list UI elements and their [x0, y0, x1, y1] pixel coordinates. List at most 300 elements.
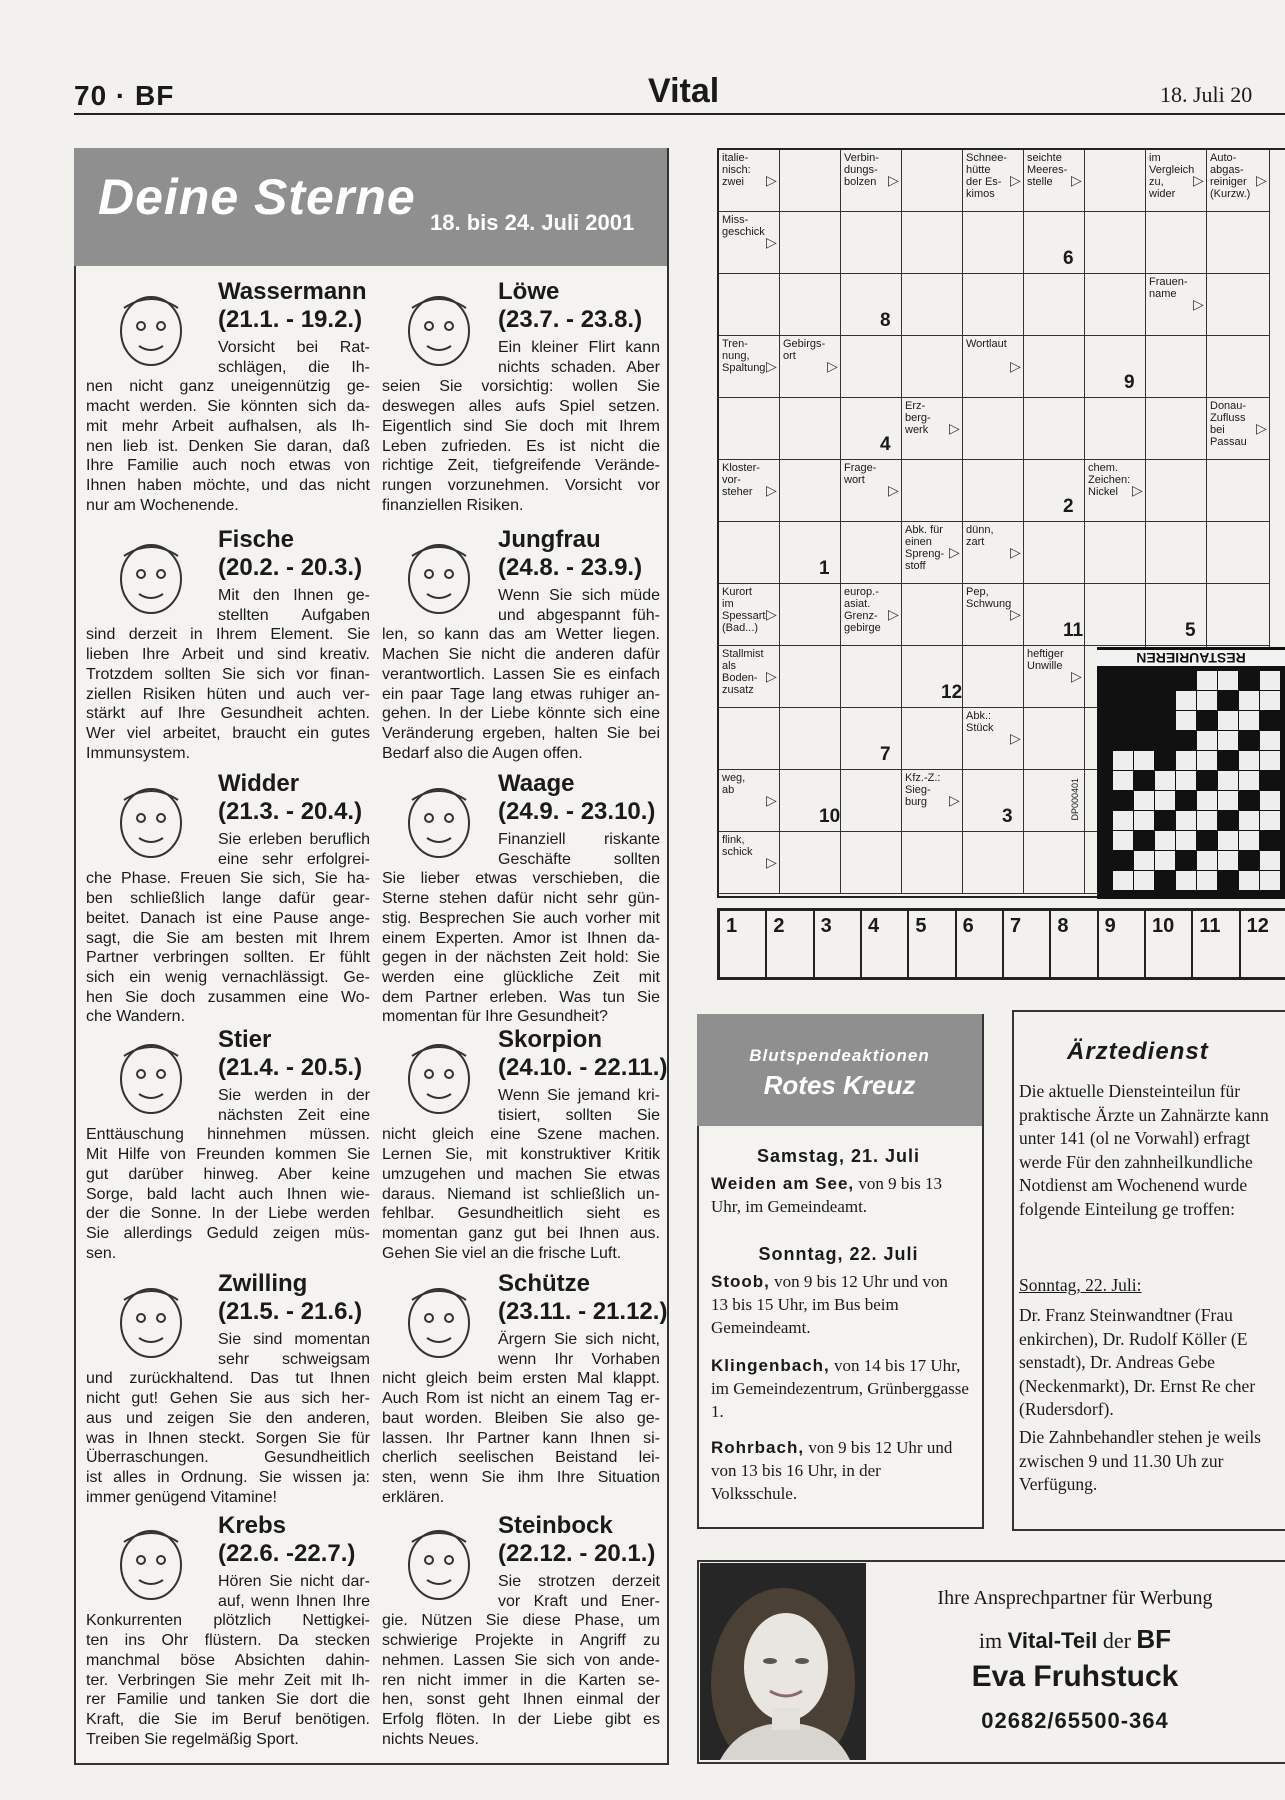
- sign-dates: (22.6. -22.7.): [218, 1540, 356, 1567]
- solution-cell: [1218, 851, 1238, 870]
- sign-dates: (21.4. - 20.5.): [218, 1054, 363, 1081]
- solution-cell: [1197, 791, 1217, 810]
- crossword-number: 7: [880, 744, 891, 765]
- solution-cell: [1176, 771, 1196, 790]
- crossword-cell[interactable]: [1085, 336, 1146, 398]
- crossword-cell[interactable]: [902, 336, 963, 398]
- solution-cell: [1218, 791, 1238, 810]
- crossword-cell[interactable]: [1024, 274, 1085, 336]
- solution-cell: [1176, 671, 1196, 690]
- solution-cell: [1218, 771, 1238, 790]
- crossword-cell[interactable]: [1207, 522, 1270, 584]
- solution-cell: [1260, 691, 1280, 710]
- sign-name: Steinbock: [498, 1512, 613, 1539]
- sign-text-line: Gehen Sie viel an die frische Luft.: [382, 1244, 622, 1262]
- solution-cell: [1239, 771, 1259, 790]
- solution-field[interactable]: 9: [1099, 911, 1146, 977]
- clue-arrow-icon: ▷: [1132, 482, 1143, 498]
- clue-arrow-icon: ▷: [1010, 172, 1021, 188]
- crossword-clue: weg, ab: [719, 770, 780, 832]
- sign-text-line: tisiert, sollten Sie: [498, 1106, 660, 1124]
- solution-cell: [1260, 731, 1280, 750]
- ad-line1: Ihre Ansprechpartner für Werbung: [937, 1587, 1213, 1609]
- portrait-image: [700, 1563, 866, 1760]
- solution-cell: [1113, 671, 1133, 690]
- crossword-cell[interactable]: [1085, 274, 1146, 336]
- solution-cell: [1134, 871, 1154, 890]
- crossword-cell[interactable]: [902, 584, 963, 646]
- clue-arrow-icon: ▷: [1256, 172, 1267, 188]
- solution-cell: [1155, 671, 1175, 690]
- sign-text-line: stärkt auf Ihre Gesundheit achten.: [86, 705, 370, 723]
- sign-text-line: nicht gut! Gehen Sie aus sich her-: [86, 1390, 370, 1408]
- crossword-cell[interactable]: [719, 398, 780, 460]
- crossword-clue: Verbin- dungs- bolzen: [841, 150, 902, 212]
- solution-cell: [1239, 831, 1259, 850]
- sign-text-line: Sie allerdings Geduld zeigen müs-: [86, 1224, 370, 1242]
- solution-field[interactable]: 7: [1004, 911, 1051, 977]
- sign-name: Zwilling: [218, 1270, 308, 1297]
- solution-cell: [1155, 851, 1175, 870]
- sign-text-line: macht werden. Sie könnten sich da-: [86, 398, 370, 416]
- solution-cell: [1134, 831, 1154, 850]
- sign-text-line: dem Partner erleben. Was tun Sie: [382, 988, 660, 1006]
- clue-arrow-icon: ▷: [766, 792, 777, 808]
- crossword-cell[interactable]: [963, 460, 1024, 522]
- solution-cell: [1155, 711, 1175, 730]
- crossword-cell[interactable]: [1207, 460, 1270, 522]
- sign-text-line: Mit den Ihnen ge-: [218, 587, 370, 604]
- solution-cell: [1134, 671, 1154, 690]
- sign-text-line: Ihre Familie auch noch etwas von: [86, 457, 370, 475]
- crossword-cell[interactable]: [719, 522, 780, 584]
- sign-text-line: che Wandern.: [86, 1008, 186, 1026]
- sign-text-line: mit mehr Arbeit aufhalsen, als Ih-: [86, 417, 370, 435]
- solution-field[interactable]: 11: [1193, 911, 1240, 977]
- solution-field[interactable]: 6: [957, 911, 1004, 977]
- solution-cell: [1239, 791, 1259, 810]
- crossword-cell[interactable]: [780, 212, 841, 274]
- crossword-cell[interactable]: [902, 150, 963, 212]
- solution-cell: [1218, 811, 1238, 830]
- crossword-cell[interactable]: [719, 708, 780, 770]
- sign-dates: (21.5. - 21.6.): [218, 1298, 363, 1325]
- crossword-cell[interactable]: [1146, 460, 1207, 522]
- ad-line2-word: der: [1102, 1628, 1131, 1653]
- sign-name: Waage: [498, 770, 575, 797]
- sign-name: Jungfrau: [498, 526, 601, 553]
- sign-text-line: Geschäfte sollten: [498, 850, 660, 868]
- crossword-cell[interactable]: [1024, 398, 1085, 460]
- solution-field[interactable]: 12: [1241, 911, 1285, 977]
- skorpion-zodiac-icon: [400, 1036, 478, 1122]
- wassermann-zodiac-icon: [112, 288, 190, 374]
- crossword-cell[interactable]: [841, 708, 902, 770]
- sign-text-line: gegen in der nächsten Zeit hold: Sie: [382, 949, 660, 967]
- sign-dates: (23.11. - 21.12.): [498, 1298, 668, 1325]
- ad-phone: 02682/65500-364: [981, 1708, 1169, 1733]
- sign-text-line: sagt, die Sie am besten mit Ihrem: [86, 929, 370, 947]
- sign-text-line: gie. Nützen Sie diese Phase, um: [382, 1612, 660, 1630]
- previous-solution-word: RESTAURIEREN: [1097, 650, 1285, 666]
- sign-text-line: nen nicht ganz uneigennützig ge-: [86, 378, 370, 396]
- solution-cell: [1218, 831, 1238, 850]
- crossword-cell[interactable]: [1024, 708, 1085, 770]
- crossword-cell[interactable]: [780, 522, 841, 584]
- sign-text-line: sich ein wenig vernachlässigt. Ge-: [86, 968, 370, 986]
- sign-text-line: Mit Hilfe von Freunden kommen Sie: [86, 1146, 370, 1164]
- solution-cell: [1239, 731, 1259, 750]
- crossword-cell[interactable]: [1146, 212, 1207, 274]
- blood-entry-text: von 9 bis 13 Uhr, im Gemeindeamt.: [711, 1174, 942, 1216]
- crossword-clue: dünn, zart: [963, 522, 1024, 584]
- sign-text-line: Hören Sie nicht dar-: [218, 1573, 370, 1590]
- blood-day-heading: Sonntag, 22. Juli: [758, 1244, 919, 1264]
- crossword-clue: im Vergleich zu, wider: [1146, 150, 1207, 212]
- sign-text-line: vor Kraft und Ener-: [498, 1592, 660, 1610]
- solution-cell: [1176, 731, 1196, 750]
- crossword-cell[interactable]: [841, 832, 902, 894]
- sign-text-line: baut worden. Bleiben Sie also ge-: [382, 1409, 660, 1427]
- solution-cell: [1134, 851, 1154, 870]
- crossword-cell[interactable]: [1207, 274, 1270, 336]
- blood-entry-text: von 9 bis 12 Uhr und von 13 bis 16 Uhr, in der Volksschule.: [711, 1438, 953, 1503]
- clue-arrow-icon: ▷: [1256, 420, 1267, 436]
- crossword-cell[interactable]: [902, 708, 963, 770]
- solution-cell: [1113, 831, 1133, 850]
- crossword-clue: Erz- berg- werk: [902, 398, 963, 460]
- crossword-cell[interactable]: [780, 150, 841, 212]
- sign-text-line: ziellen Risiken hüten und auch ver-: [86, 685, 370, 703]
- crossword-cell[interactable]: [841, 770, 902, 832]
- fische-zodiac-icon: [112, 536, 190, 622]
- solution-field[interactable]: 10: [1146, 911, 1193, 977]
- blood-entry-text: von 9 bis 12 Uhr und von 13 bis 15 Uhr, im Bus beim Gemeindeamt.: [711, 1272, 948, 1337]
- solution-cell: [1134, 751, 1154, 770]
- crossword-cell[interactable]: [1207, 584, 1270, 646]
- blood-donation-title: Blutspendeaktionen: [749, 1046, 930, 1065]
- solution-field[interactable]: 1: [720, 911, 767, 977]
- blood-donation-subtitle: Rotes Kreuz: [763, 1070, 916, 1100]
- solution-cell: [1113, 691, 1133, 710]
- sign-text-line: wenn Ihr Vorhaben: [498, 1350, 660, 1368]
- crossword-cell[interactable]: [841, 336, 902, 398]
- blood-entry: [711, 1270, 969, 1339]
- sign-text-line: rungen vorzunehmen. Vorsicht vor: [382, 476, 660, 494]
- crossword-cell[interactable]: [841, 274, 902, 336]
- sign-text-line: len, so kann das am Wetter liegen.: [382, 626, 660, 644]
- sign-dates: (20.2. - 20.3.): [218, 554, 363, 581]
- sign-name: Wassermann: [218, 278, 367, 305]
- widder-zodiac-icon: [112, 780, 190, 866]
- solution-cell: [1239, 711, 1259, 730]
- crossword-cell[interactable]: [1024, 522, 1085, 584]
- crossword-number: 1: [819, 558, 830, 579]
- crossword-cell[interactable]: [963, 274, 1024, 336]
- solution-field[interactable]: 2: [767, 911, 814, 977]
- sign-text-line: sind derzeit in Ihrem Element. Sie: [86, 626, 370, 644]
- sign-dates: (24.9. - 23.10.): [498, 798, 656, 825]
- solution-cell: [1134, 731, 1154, 750]
- crossword-cell[interactable]: [1207, 336, 1270, 398]
- sign-text-line: ten ins Ohr flüstern. Da stecken: [86, 1632, 370, 1650]
- crossword-cell[interactable]: [780, 708, 841, 770]
- waage-zodiac-icon: [400, 780, 478, 866]
- crossword-cell[interactable]: [841, 646, 902, 708]
- clue-arrow-icon: ▷: [1193, 172, 1204, 188]
- sign-text-line: was in Ihnen steckt. Sorgen Sie für: [86, 1429, 370, 1447]
- sign-text-line: nen lieb ist. Denken Sie daran, daß: [86, 437, 370, 455]
- crossword-number: 2: [1063, 496, 1074, 517]
- sign-text-line: gut darüber hinweg. Aber keine: [86, 1165, 370, 1183]
- sign-text-line: sten, wenn Sie ihm Ihre Situation: [382, 1468, 660, 1486]
- crossword-cell[interactable]: [963, 832, 1024, 894]
- crossword-cell[interactable]: [1024, 212, 1085, 274]
- crossword-cell[interactable]: [841, 522, 902, 584]
- crossword-number: 12: [941, 682, 963, 703]
- crossword-clue: Schnee- hütte der Es- kimos: [963, 150, 1024, 212]
- solution-cell: [1197, 811, 1217, 830]
- clue-arrow-icon: ▷: [1010, 358, 1021, 374]
- crossword-cell[interactable]: [1146, 584, 1207, 646]
- sign-text-line: stig. Besprechen Sie auch vorher mit: [382, 909, 660, 927]
- sign-text-line: cherlich seelischen Beistand lei-: [382, 1449, 660, 1467]
- crossword-clue: Kurort im Spessart (Bad...): [719, 584, 780, 646]
- crossword-cell[interactable]: [1085, 398, 1146, 460]
- crossword-solution-bar: [717, 908, 1285, 980]
- solution-cell: [1239, 871, 1259, 890]
- header-rule: [74, 113, 1285, 115]
- sign-text-line: finanziellen Risiken.: [382, 496, 524, 514]
- solution-cell: [1197, 751, 1217, 770]
- jungfrau-zodiac-icon: [400, 536, 478, 622]
- sign-text-line: erklären.: [382, 1488, 445, 1506]
- doctors-hours: Die Zahnbehandler stehen je weils zwischen 9 und 11.30 Uh zur Verfügung.: [1019, 1427, 1261, 1494]
- sign-text-line: nächsten Zeit eine: [218, 1106, 370, 1124]
- ad-contact-name: Eva Fruhstuck: [971, 1660, 1179, 1693]
- contact-photo: [700, 1563, 866, 1760]
- crossword-number: 9: [1124, 372, 1135, 393]
- crossword-number: 3: [1002, 806, 1013, 827]
- sign-text-line: immer genügend Vitamine!: [86, 1488, 277, 1506]
- page-number: 70 · BF: [74, 80, 175, 111]
- crossword-cell[interactable]: [1146, 522, 1207, 584]
- clue-arrow-icon: ▷: [888, 172, 899, 188]
- crossword-cell[interactable]: [963, 398, 1024, 460]
- crossword-cell[interactable]: [1085, 212, 1146, 274]
- clue-arrow-icon: ▷: [1010, 730, 1021, 746]
- sign-name: Krebs: [218, 1512, 287, 1539]
- sign-text-line: verantwortlich. Lassen Sie es einfach: [382, 665, 660, 683]
- sign-name: Fische: [218, 526, 295, 553]
- solution-field[interactable]: 4: [862, 911, 909, 977]
- solution-cell: [1134, 771, 1154, 790]
- sign-text-line: ist alles in Ordnung. Sie wissen ja:: [86, 1468, 370, 1486]
- solution-cell: [1176, 711, 1196, 730]
- sign-text-line: fehlbar. Gesundheitlich sieht es: [382, 1205, 660, 1223]
- crossword-cell[interactable]: [780, 584, 841, 646]
- sign-name: Löwe: [498, 278, 560, 305]
- sign-text-line: ter. Verbringen Sie mehr Zeit mit Ih-: [86, 1671, 370, 1689]
- sign-dates: (22.12. - 20.1.): [498, 1540, 656, 1567]
- solution-cell: [1134, 691, 1154, 710]
- crossword-cell[interactable]: [1024, 460, 1085, 522]
- sign-text-line: nicht gleich eine Szene machen.: [382, 1126, 660, 1144]
- sign-text-line: Lernen Sie, mit konstruktiver Kritik: [382, 1146, 660, 1164]
- sign-text-line: und abgespannt füh-: [498, 606, 660, 624]
- löwe-zodiac-icon: [400, 288, 478, 374]
- solution-cell: [1176, 791, 1196, 810]
- sign-text-line: auf, wenn Ihnen Ihre: [218, 1592, 370, 1610]
- crossword-clue: Miss- geschick: [719, 212, 780, 274]
- crossword-cell[interactable]: [902, 460, 963, 522]
- crossword-cell[interactable]: [902, 212, 963, 274]
- solution-field[interactable]: 3: [815, 911, 862, 977]
- sign-text-line: werden eine glückliche Zeit mit: [382, 968, 660, 986]
- solution-cell: [1113, 731, 1133, 750]
- sign-text-line: Sie erleben beruflich: [218, 831, 370, 848]
- sign-text-line: nicht gleich beim ersten Mal klappt.: [382, 1370, 660, 1388]
- clue-arrow-icon: ▷: [827, 358, 838, 374]
- crossword-code: DP000401: [1070, 778, 1080, 821]
- crossword-clue: Abk.: Stück: [963, 708, 1024, 770]
- solution-cell: [1197, 731, 1217, 750]
- solution-field[interactable]: 8: [1051, 911, 1098, 977]
- solution-cell: [1260, 811, 1280, 830]
- solution-cell: [1239, 811, 1259, 830]
- crossword-clue: italie- nisch: zwei: [719, 150, 780, 212]
- clue-arrow-icon: ▷: [1071, 172, 1082, 188]
- solution-cell: [1134, 791, 1154, 810]
- sign-text-line: sen.: [86, 1244, 117, 1262]
- crossword-cell[interactable]: [780, 274, 841, 336]
- solution-cell: [1155, 691, 1175, 710]
- sign-text-line: Eigentlich sind Sie doch mit Ihrem: [382, 417, 660, 435]
- crossword-cell[interactable]: [719, 274, 780, 336]
- solution-cell: [1176, 691, 1196, 710]
- crossword-cell[interactable]: [1024, 336, 1085, 398]
- sign-text-line: aus und zeigen Sie den anderen,: [86, 1409, 370, 1427]
- sign-text-line: Enttäuschung hinnehmen müssen.: [86, 1126, 370, 1144]
- solution-field[interactable]: 5: [909, 911, 956, 977]
- crossword-cell[interactable]: [902, 832, 963, 894]
- sign-dates: (21.1. - 19.2.): [218, 306, 363, 333]
- crossword-clue: Stallmist als Boden- zusatz: [719, 646, 780, 708]
- sign-text-line: Bedarf also die Augen offen.: [382, 744, 583, 762]
- sign-text-line: und zurückhaltend. Das tut Ihnen: [86, 1370, 370, 1388]
- solution-cell: [1218, 871, 1238, 890]
- sign-text-line: daraus. Niemand ist schließlich un-: [382, 1185, 660, 1203]
- blood-entry-place: Stoob,: [711, 1272, 770, 1291]
- sign-text-line: Auch Rom ist nicht an einem Tag er-: [382, 1390, 660, 1408]
- crossword-clue: Frauen- name: [1146, 274, 1207, 336]
- solution-cell: [1134, 811, 1154, 830]
- sign-text-line: umzugehen und machen Sie etwas: [382, 1165, 660, 1183]
- sign-text-line: Finanziell riskante: [498, 831, 660, 848]
- blood-entry: [711, 1354, 969, 1423]
- crossword-number: 6: [1063, 248, 1074, 269]
- solution-cell: [1134, 711, 1154, 730]
- crossword-clue: Abk. für einen Spreng- stoff: [902, 522, 963, 584]
- ad-line2: [865, 1624, 1285, 1655]
- doctors-date: Sonntag, 22. Juli:: [1019, 1275, 1142, 1295]
- crossword-cell[interactable]: [902, 274, 963, 336]
- solution-cell: [1155, 811, 1175, 830]
- crossword-clue: Auto- abgas- reiniger (Kurzw.): [1207, 150, 1270, 212]
- doctors-list: Dr. Franz Steinwandtner (Frau enkirchen), Dr. Rudolf Köller (E senstadt), Dr. Andreas Gebe (Neckenmarkt), Dr. Ernst Re cher (Rudersdorf).: [1019, 1305, 1256, 1419]
- crossword-clue: Gebirgs- ort: [780, 336, 841, 398]
- sign-text-line: Treiben Sie regelmäßig Sport.: [86, 1730, 299, 1748]
- solution-cell: [1197, 871, 1217, 890]
- solution-cell: [1113, 711, 1133, 730]
- sign-text-line: Machen Sie nicht die anderen dafür: [382, 646, 660, 664]
- sign-text-line: nur am Wochenende.: [86, 496, 239, 514]
- sign-text-line: nichts Neues.: [382, 1730, 479, 1748]
- crossword-clue: heftiger Unwille: [1024, 646, 1085, 708]
- crossword-cell[interactable]: [1085, 150, 1146, 212]
- sign-text-line: Überraschungen. Gesundheitlich: [86, 1449, 370, 1467]
- crossword-cell[interactable]: [780, 398, 841, 460]
- sign-text-line: lieben Ihre Arbeit und sind kreativ.: [86, 646, 370, 664]
- crossword-number: 4: [880, 434, 891, 455]
- solution-cell: [1197, 831, 1217, 850]
- solution-cell: [1260, 791, 1280, 810]
- solution-cell: [1113, 771, 1133, 790]
- sign-text-line: richtige Zeit, tiefgreifende Verände-: [382, 457, 660, 475]
- crossword-cell[interactable]: [780, 646, 841, 708]
- solution-cell: [1260, 671, 1280, 690]
- solution-cell: [1155, 771, 1175, 790]
- sign-text-line: Leben zufrieden. Es ist nicht die: [382, 437, 660, 455]
- crossword-cell[interactable]: [963, 770, 1024, 832]
- clue-arrow-icon: ▷: [888, 606, 899, 622]
- solution-cell: [1260, 871, 1280, 890]
- solution-cell: [1260, 851, 1280, 870]
- clue-arrow-icon: ▷: [766, 854, 777, 870]
- crossword-cell[interactable]: [780, 832, 841, 894]
- solution-cell: [1176, 851, 1196, 870]
- sign-text-line: Sie lieber etwas verschieben, die: [382, 870, 660, 888]
- crossword-cell[interactable]: [780, 460, 841, 522]
- crossword-cell[interactable]: [1207, 212, 1270, 274]
- crossword-cell[interactable]: [963, 646, 1024, 708]
- sign-text-line: Kraft, die Sie im Beruf benötigen.: [86, 1710, 370, 1728]
- crossword-cell[interactable]: [1085, 522, 1146, 584]
- solution-cell: [1176, 811, 1196, 830]
- sign-text-line: Ihnen haben möchte, und das nicht: [86, 476, 370, 494]
- crossword-cell[interactable]: [1146, 336, 1207, 398]
- crossword-clue: Tren- nung, Spaltung: [719, 336, 780, 398]
- previous-solution-grid: [1097, 647, 1285, 899]
- sign-text-line: ben schließlich lange dafür gear-: [86, 890, 370, 908]
- blood-entry-text: von 14 bis 17 Uhr, im Gemeindezentrum, Grünberggasse 1.: [711, 1356, 969, 1421]
- sign-text-line: Sterne stehen dafür nicht sehr gün-: [382, 890, 660, 908]
- blood-day-heading: Samstag, 21. Juli: [756, 1146, 921, 1166]
- crossword-clue: Pep, Schwung: [963, 584, 1024, 646]
- solution-cell: [1197, 691, 1217, 710]
- issue-date: 18. Juli 20: [1160, 82, 1253, 107]
- crossword-cell[interactable]: [841, 398, 902, 460]
- crossword-cell[interactable]: [1024, 832, 1085, 894]
- crossword-clue: Donau- Zufluss bei Passau: [1207, 398, 1270, 460]
- crossword-cell[interactable]: [841, 212, 902, 274]
- crossword-cell[interactable]: [1146, 398, 1207, 460]
- crossword-cell[interactable]: [1085, 584, 1146, 646]
- crossword-cell[interactable]: [963, 212, 1024, 274]
- solution-cell: [1113, 751, 1133, 770]
- sign-text-line: che Phase. Freuen Sie sich, Sie ha-: [86, 870, 370, 888]
- crossword-number: 11: [1063, 620, 1084, 641]
